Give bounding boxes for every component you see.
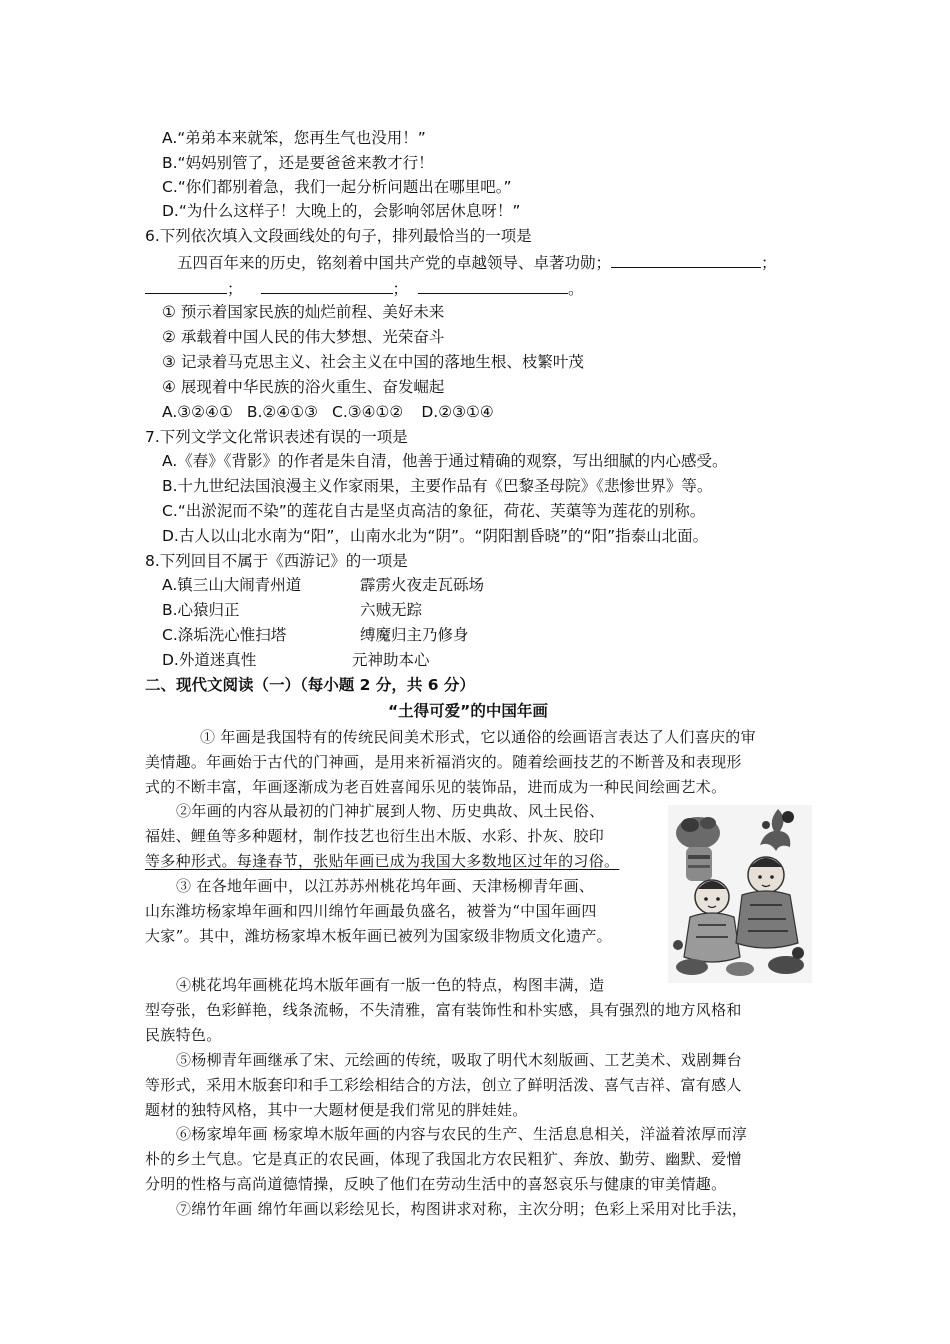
q8-option-c-right: 缚魔归主乃修身 (360, 626, 469, 644)
q6-blank-2 (145, 279, 227, 294)
paragraph-5-line: 等形式，采用木版套印和手工彩绘相结合的方法，创立了鲜明活泼、喜气吉祥、富有感人 (145, 1076, 742, 1094)
q6-end-mark: 。 (568, 280, 584, 298)
section-heading: 二、现代文阅读（一）（每小题 2 分，共 6 分） (145, 676, 475, 694)
q6-option-b: B.②④①③ (246, 403, 318, 421)
paragraph-2-underlined-sentence: 等多种形式。每逢春节，张贴年画已成为我国大多数地区过年的习俗。 (145, 852, 620, 870)
q7-option-d: D.古人以山北水南为“阳”，山南水北为“阴”。“阴阳割昏晓”的“阳”指泰山北面。 (162, 527, 709, 545)
q8-option-a-right: 霹雳火夜走瓦砾场 (360, 576, 485, 594)
q6-option-a: A.③②④① (162, 403, 233, 421)
q6-separator: ； (392, 280, 409, 298)
paragraph-1-line: 美情趣。年画始于古代的门神画，是用来祈福消灾的。随着绘画技艺的不断普及和表现形 (145, 753, 742, 771)
q6-stem: 6.下列依次填入文段画线处的句子，排列最恰当的一项是 (145, 227, 532, 245)
q6-separator: ； (761, 254, 777, 272)
q6-item-2: ② 承载着中国人民的伟大梦想、光荣奋斗 (162, 328, 445, 346)
q6-item-3: ③ 记录着马克思主义、社会主义在中国的落地生根、枝繁叶茂 (162, 353, 584, 371)
paragraph-1-line: 式的不断丰富，年画逐渐成为老百姓喜闻乐见的装饰品，进而成为一种民间绘画艺术。 (145, 778, 727, 796)
paragraph-1-line: ① 年画是我国特有的传统民间美术形式，它以通俗的绘画语言表达了人们喜庆的审 (200, 728, 756, 746)
paragraph-6-line: 朴的乡土气息。它是真正的农民画，体现了我国北方农民粗犷、奔放、勤劳、幽默、爱憎 (145, 1150, 742, 1168)
q6-item-4: ④ 展现着中华民族的浴火重生、奋发崛起 (162, 378, 445, 396)
paragraph-4-line: 民族特色。 (145, 1026, 222, 1044)
q6-passage-line1 (177, 253, 777, 273)
q6-blank-3 (261, 279, 393, 294)
q8-option-b-right: 六贼无踪 (360, 601, 423, 619)
q6-passage-text: 五四百年来的历史，铭刻着中国共产党的卓越领导、卓著功勋； (177, 254, 612, 272)
q7-option-c: C.“出淤泥而不染”的莲花自古是坚贞高洁的象征，荷花、芙蕖等为莲花的别称。 (162, 502, 706, 520)
q6-item-1: ① 预示着国家民族的灿烂前程、美好未来 (162, 303, 445, 321)
q6-options (162, 402, 494, 422)
q6-blank-4 (418, 279, 568, 294)
paragraph-6-line: 分明的性格与高尚道德情操，反映了他们在劳动生活中的喜怒哀乐与健康的审美情趣。 (145, 1175, 727, 1193)
q7-option-b: B.十九世纪法国浪漫主义作家雨果，主要作品有《巴黎圣母院》《悲惨世界》等。 (162, 477, 713, 495)
q8-stem: 8.下列回目不属于《西游记》的一项是 (145, 552, 408, 570)
q5-option-b: B.“妈妈别管了，还是要爸爸来教才行！ (162, 154, 434, 172)
paragraph-7-line: ⑦绵竹年画 绵竹年画以彩绘见长，构图讲求对称，主次分明；色彩上采用对比手法， (176, 1200, 748, 1218)
paragraph-2-line: 福娃、鲤鱼等多种题材，制作技艺也衍生出木版、水彩、扑灰、胶印 (145, 827, 605, 845)
q8-option-c-left: C.涤垢洗心惟扫塔 (162, 626, 287, 644)
paragraph-4-line: 型夸张，色彩鲜艳，线条流畅，不失清雅，富有装饰性和朴实感，具有强烈的地方风格和 (145, 1001, 742, 1019)
q5-option-a: A.“弟弟本来就笨，您再生气也没用！” (162, 129, 426, 147)
new-year-painting-image (668, 805, 812, 983)
q6-blank-1 (611, 253, 761, 268)
q5-option-c: C.“你们都别着急，我们一起分析问题出在哪里吧。” (162, 178, 512, 196)
q8-option-d-left: D.外道迷真性 (162, 651, 257, 669)
q6-passage-line2 (145, 279, 584, 299)
q8-option-d-right: 元神助本心 (352, 651, 430, 669)
paragraph-3-line: 大家”。其中，潍坊杨家埠木板年画已被列为国家级非物质文化遗产。 (145, 927, 612, 945)
q5-option-d: D.“为什么这样子！大晚上的，会影响邻居休息呀！” (162, 202, 521, 220)
q8-option-b-left: B.心猿归正 (162, 601, 240, 619)
q6-option-d: D.②③①④ (421, 403, 494, 421)
paragraph-3-line: ③ 在各地年画中，以江苏苏州桃花坞年画、天津杨柳青年画、 (176, 877, 595, 895)
q8-option-a-left: A.镇三山大闹青州道 (162, 576, 302, 594)
paragraph-5-line: 题材的独特风格，其中一大题材便是我们常见的胖娃娃。 (145, 1101, 528, 1119)
paragraph-3-line: 山东潍坊杨家埠年画和四川绵竹年画最负盛名，被誉为“中国年画四 (145, 902, 597, 920)
paragraph-2-line: ②年画的内容从最初的门神扩展到人物、历史典故、风土民俗、 (176, 802, 605, 820)
passage-title: “土得可爱”的中国年画 (388, 702, 548, 720)
paragraph-5-line: ⑤杨柳青年画继承了宋、元绘画的传统，吸取了明代木刻版画、工艺美术、戏剧舞台 (176, 1051, 743, 1069)
q7-stem: 7.下列文学文化常识表述有误的一项是 (145, 428, 408, 446)
q6-option-c: C.③④①② (332, 403, 404, 421)
paragraph-4-line: ④桃花坞年画桃花坞木版年画有一版一色的特点，构图丰满，造 (176, 976, 605, 994)
q6-separator: ； (227, 280, 243, 298)
q7-option-a: A.《春》《背影》的作者是朱自清，他善于通过精确的观察，写出细腻的内心感受。 (162, 452, 728, 470)
paragraph-6-line: ⑥杨家埠年画 杨家埠木版年画的内容与农民的生产、生活息息相关，洋溢着浓厚而淳 (176, 1125, 748, 1143)
